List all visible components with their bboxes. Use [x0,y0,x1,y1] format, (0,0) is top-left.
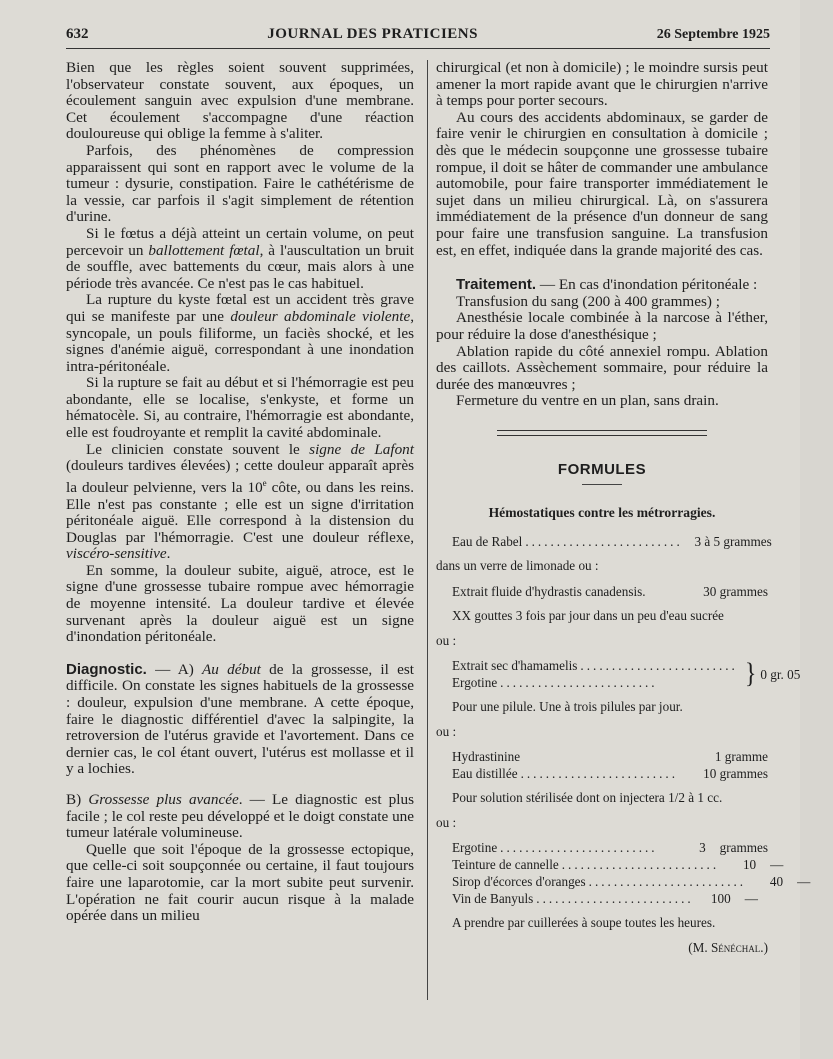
formula-row: Ergotine ......................... [452,675,658,691]
formula-or: ou : [436,633,457,649]
issue-date: 26 Septembre 1925 [656,27,770,42]
paragraph: En somme, la douleur subite, aiguë, atroce, est le signe d'une grossesse tubaire rompue avec hémorragie de moyenne intensité. La douleur tardive et élevée survenant après la douleur aiguë est un signe d'inondation péritonéale. [66,561,414,646]
formula-note: Pour solution stérilisée dont on injectera 1/2 à 1 cc. [452,790,723,806]
formula-row: Ergotine ......................... 3 grammes [452,840,768,856]
formula-or: ou : [436,724,457,740]
column-divider [427,60,428,1000]
formules-subtitle: Hémostatiques contre les métrorragies. [488,505,716,521]
left-column [66,60,414,925]
formules-title: FORMULES [557,460,647,478]
treatment-item: Fermeture du ventre en un plan, sans drain. [456,392,719,410]
paragraph: Bien que les règles soient souvent supprimées, l'observateur constate souvent, aux époques, un écoulement sanguin avec expulsion d'une membrane. Cet écoulement s'accompagne d'une réaction douloureuse qui oblige la femme à s'aliter. [66,59,414,143]
formula-note: Pour une pilule. Une à trois pilules par jour. [452,699,683,715]
header-rule [66,48,770,49]
paragraph: Si le fœtus a déjà atteint un certain volume, on peut percevoir un ballottement fœtal, à l'auscultation un bruit de souffle, avec battements du cœur, mais alors à une période très avancée. Ce n'est pas le cas habituel. [66,224,414,292]
formula-row: Vin de Banyuls ......................... 100 — [452,891,758,907]
brace-glyph: } [744,658,757,690]
formula-row: Hydrastinine 1 gramme [452,749,768,765]
paragraph: Quelle que soit l'époque de la grossesse ectopique, que celle-ci soit soupçonnée ou certaine, il faut toujours faire une laparotomie, car la mort subite peut survenir. L'opération ne fait courir aucun risque à la malade opérée dans un milieu [66,840,414,925]
author-signature: (M. Sénéchal.) [688,940,768,956]
diagnostic-section: Diagnostic. — A) Au début de la grossesse, il est difficile. On constate les signes habituels de la grossesse : douleur, expulsion d'une membrane. A cette époque, faire le diagnostic différentiel d'avec la salpingite, la retroversion de l'utérus gravide et l'avortement. Dans ce dernier cas, le col étant ouvert, l'utérus est mollasse et il y a lochies. [66,660,414,778]
page-number: 632 [66,26,89,42]
paragraph: Le clinicien constate souvent le signe de Lafont (douleurs tardives élevées) ; cette douleur apparaît après la douleur pelvienne, vers la 10e côte, ou dans les reins. Elle n'est pas constante ; elle est un signe d'irritation péritonéale aiguë. Elle correspond à la distension du Douglas par l'hémorragie. C'est une douleur réflexe, viscéro-sensitive. [66,440,415,563]
treatment-section: Traitement. — En cas d'inondation péritonéale : [456,276,758,294]
page-header [66,26,770,46]
formula-group: Extrait sec d'hamamelis ......................... Ergotine ......................... } 0 gr. 05 [452,658,801,691]
paragraph: B) Grossesse plus avancée. — Le diagnostic est plus facile ; le col reste peu développé et le doigt constate une tumeur latérale volumineuse. [66,791,414,842]
formula-row: Eau distillée ......................... 10 grammes [452,766,768,782]
formula-note: XX gouttes 3 fois par jour dans un peu d'eau sucrée [452,608,724,624]
diagnostic-heading: Diagnostic. [66,660,147,678]
treatment-item: Ablation rapide du côté annexiel rompu. Ablation des caillots. Assèchement sommaire, pour réduire la durée des manœuvres ; [436,342,768,393]
treatment-heading: Traitement. [456,276,537,294]
paragraph: chirurgical (et non à domicile) ; le moindre sursis peut amener la mort rapide avant que le chirurgien n'arrive à temps pour porter secours. [436,59,768,110]
section-divider [497,430,707,436]
formula-list [436,534,811,956]
treatment-item: Anesthésie locale combinée à la narcose à l'éther, pour réduire la dose d'anesthésique ; [436,309,768,343]
formula-or: ou : [436,815,457,831]
formula-row: Extrait fluide d'hydrastis canadensis. 30 grammes [452,584,768,600]
formula-row: Extrait sec d'hamamelis ......................... [452,658,738,674]
journal-title: JOURNAL DES PRATICIENS [267,26,478,42]
formula-row: Eau de Rabel ......................... 3 à 5 grammes [452,534,772,550]
formula-row: Teinture de cannelle ......................... 10 — [452,857,784,873]
title-rule [582,484,622,485]
formula-note: A prendre par cuillerées à soupe toutes les heures. [452,915,716,931]
paragraph: Si la rupture se fait au début et si l'hémorragie est peu abondante, elle se localise, s'enkyste, et forme un hématocèle. Si, au contraire, l'hémorragie est abondante, elle est foudroyante et remplit la cavité abdominale. [66,374,414,442]
paragraph: La rupture du kyste fœtal est un accident très grave qui se manifeste par une douleur abdominale violente, syncopale, un pouls filiforme, un faciès shocké, et les signes d'anémie aiguë, correspondant à une inondation intra-péritonéale. [66,291,414,375]
treatment-item: Transfusion du sang (200 à 400 grammes) ; [456,292,720,310]
paragraph: Au cours des accidents abdominaux, se garder de faire venir le chirurgien en consultation à domicile ; dès que le médecin soupçonne une grossesse tubaire rompue, il doit se hâter de commander une ambulance automobile, pour faire transporter immédiatement le sujet dans un milieu chirurgical. Là, on s'assurera immédiatement de la présence d'un donneur de sang pour faire une transfusion sanguine. La transfusion est, en effet, indiquée dans la grande majorité des cas. [436,108,768,259]
formula-row: Sirop d'écorces d'oranges ......................... 40 — [452,874,811,890]
right-column [436,59,811,956]
formula-note: dans un verre de limonade ou : [436,558,599,574]
paragraph: Parfois, des phénomènes de compression apparaissent qui sont en rapport avec le volume de la tumeur : dysurie, constipation. Faire le cathétérisme de la vessie, car parfois il s'agit simplement de rétention d'urine. [66,141,414,226]
